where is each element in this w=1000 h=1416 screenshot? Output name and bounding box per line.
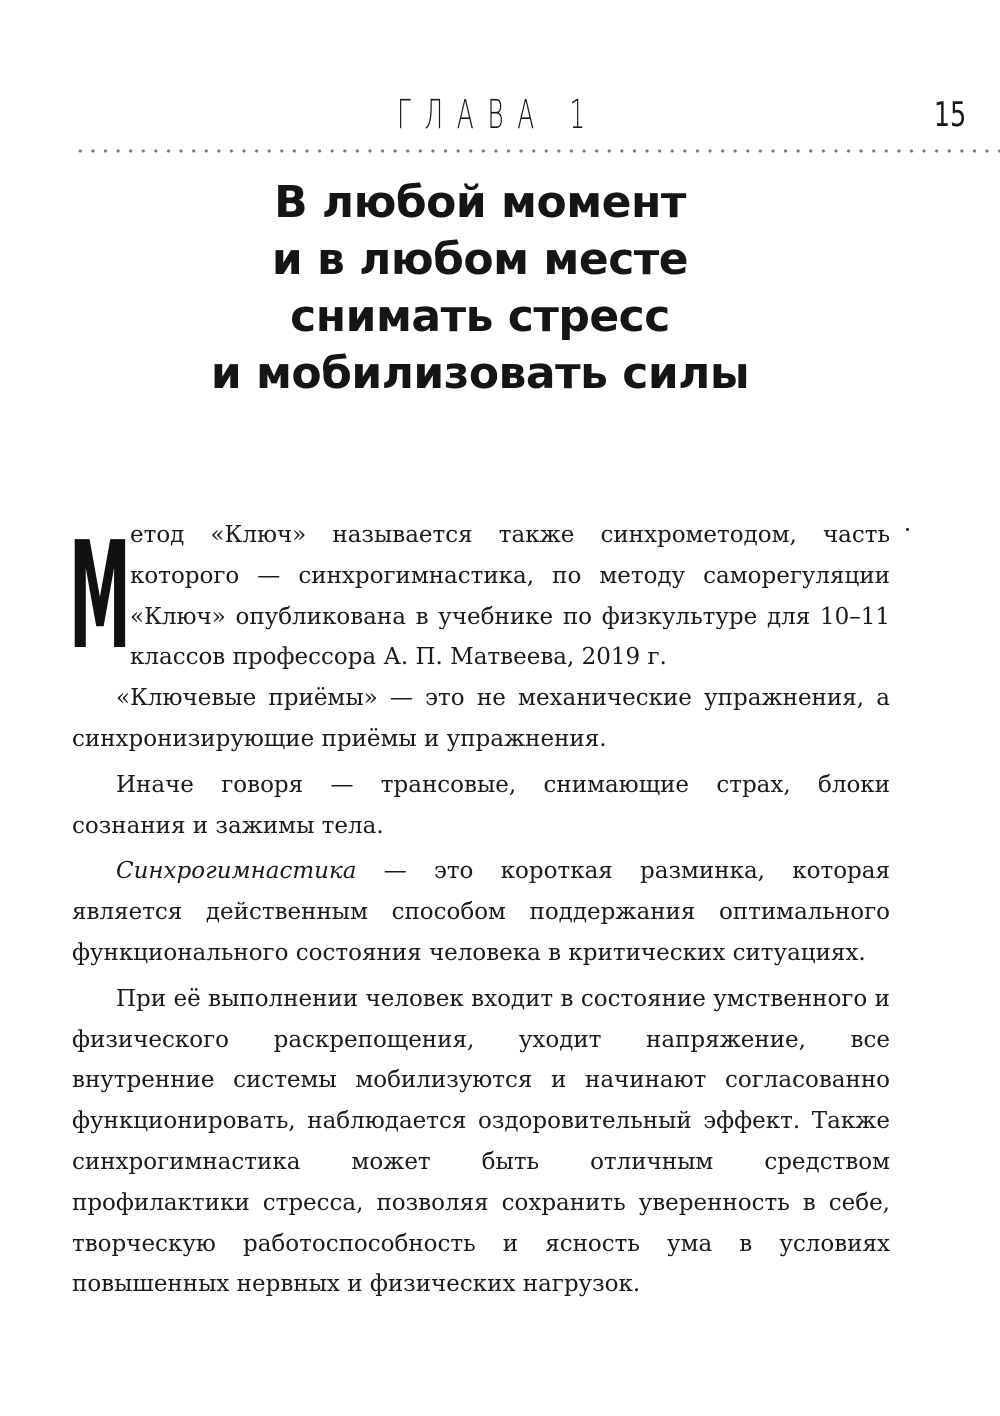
dotted-divider	[74, 148, 1000, 154]
body-text	[69, 510, 890, 1305]
paragraph-4	[72, 851, 890, 973]
drop-cap: М	[69, 510, 131, 682]
paragraph-1-text: етод «Ключ» называется также синхрометодом, часть которого — синхрогимнастика, по методу саморегуляции «Ключ» опубликована в учебнике по физкультуре для 10–11 классов профессора А. П. Матвеева, 2019 г.	[130, 522, 890, 671]
running-head	[0, 92, 1000, 142]
term-synchrogymnastics: Синхрогимнастика	[116, 858, 357, 885]
title-line-4: и мобилизовать силы	[210, 348, 750, 399]
paragraph-5: При её выполнении человек входит в состояние умственного и физического раскрепощения, уходит напряжение, все внутренние системы мобилизуются и начинают согласованно функционировать, наблюдается оздоровительный эффект. Также синхрогимнастика может быть отличным средством профилактики стресса, позволяя сохранить уверенность в себе, творческую работоспособность и ясность ума в условиях повышенных нервных и физических нагрузок.	[72, 985, 890, 1298]
chapter-title	[0, 174, 960, 402]
print-speck	[906, 528, 909, 531]
title-line-3: снимать стресс	[290, 291, 670, 342]
page-number: 15	[933, 95, 966, 135]
paragraph-2: «Ключевые приёмы» — это не механические упражнения, а синхронизирующие приёмы и упражнения.	[72, 685, 890, 752]
paragraph-4-text: — это короткая разминка, которая является действенным способом поддержания оптимального функционального состояния человека в критических ситуациях.	[72, 858, 890, 966]
title-line-2: и в любом месте	[271, 234, 689, 285]
chapter-label: ГЛАВА 1	[397, 92, 599, 138]
paragraph-1	[69, 510, 890, 682]
paragraph-3: Иначе говоря — трансовые, снимающие страх, блоки сознания и зажимы тела.	[72, 771, 890, 839]
title-line-1: В любой момент	[274, 177, 686, 228]
